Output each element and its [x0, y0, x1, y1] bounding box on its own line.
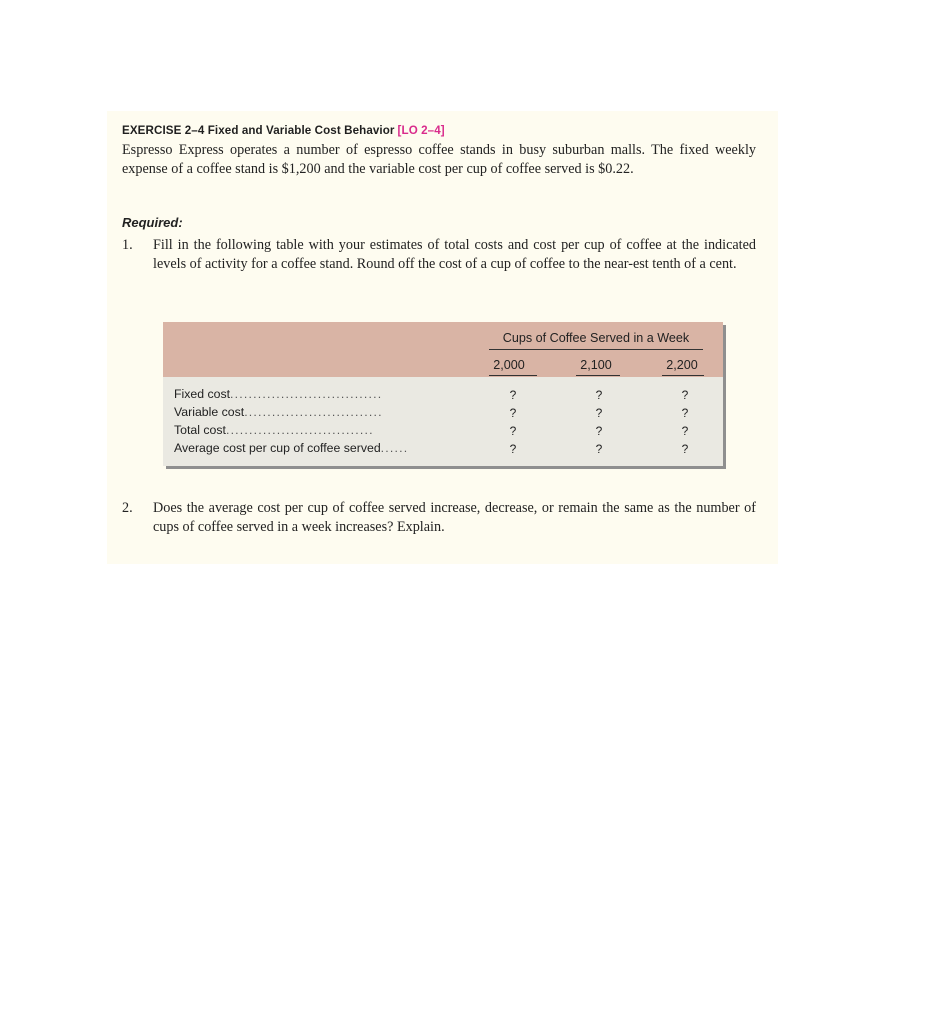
table-cell: ? — [681, 406, 689, 420]
cost-table — [163, 322, 723, 466]
exercise-intro: Espresso Express operates a number of espresso coffee stands in busy suburban malls. The fixed weekly expense of a coffee stand is $1,200 and the variable cost per cup of coffee served is $0.22. — [122, 142, 756, 177]
table-cell: ? — [681, 388, 689, 402]
exercise-title: EXERCISE 2–4 Fixed and Variable Cost Behavior — [122, 124, 395, 137]
table-cell: ? — [595, 388, 603, 402]
column-rule — [489, 375, 537, 376]
table-cell: ? — [595, 424, 603, 438]
table-cell: ? — [595, 442, 603, 456]
learning-objective-tag: [LO 2–4] — [397, 124, 445, 137]
row-label-variable-cost: Variable cost.............................. — [174, 405, 383, 419]
question-number: 1. — [122, 237, 133, 253]
table-header — [163, 322, 723, 377]
row-label-fixed-cost: Fixed cost................................. — [174, 387, 383, 401]
table-cell: ? — [509, 388, 517, 402]
table-cell: ? — [681, 442, 689, 456]
row-label-average-cost: Average cost per cup of coffee served...... — [174, 441, 409, 455]
column-header-2100: 2,100 — [580, 358, 612, 372]
column-rule — [576, 375, 620, 376]
table-cell: ? — [509, 424, 517, 438]
column-group-rule — [489, 349, 703, 350]
question-text: Fill in the following table with your estimates of total costs and cost per cup of coffee at the indicated levels of activity for a coffee stand. Round off the cost of a cup of coffee to the near-est tenth of a cent. — [153, 237, 756, 272]
exercise-heading — [122, 124, 445, 137]
column-group-title: Cups of Coffee Served in a Week — [502, 331, 690, 345]
required-label: Required: — [122, 215, 183, 230]
question-number: 2. — [122, 500, 133, 516]
table-cell: ? — [509, 442, 517, 456]
column-header-2200: 2,200 — [666, 358, 698, 372]
row-label-total-cost: Total cost................................ — [174, 423, 374, 437]
question-text: Does the average cost per cup of coffee served increase, decrease, or remain the same as the number of cups of coffee served in a week increases? Explain. — [153, 500, 756, 535]
column-header-2000: 2,000 — [493, 358, 525, 372]
table-cell: ? — [681, 424, 689, 438]
table-cell: ? — [595, 406, 603, 420]
column-rule — [662, 375, 704, 376]
exercise-panel — [107, 111, 778, 564]
table-cell: ? — [509, 406, 517, 420]
